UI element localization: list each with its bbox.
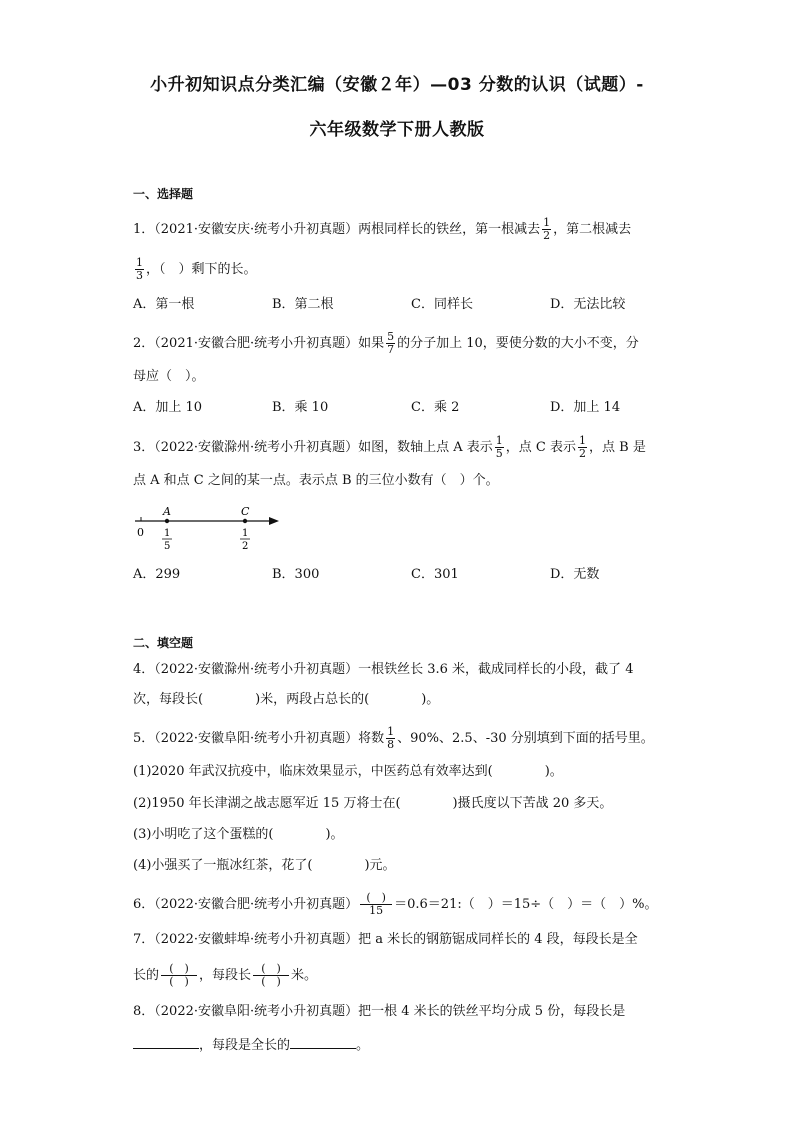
answer-blank-2[interactable]: [290, 1034, 356, 1049]
point-a: [165, 519, 169, 523]
q3-option-a[interactable]: A．299: [133, 567, 181, 582]
q1-option-d[interactable]: D．无法比较: [550, 297, 626, 312]
question-2-line-1: 2．（2021·安徽合肥·统考小升初真题）如果 $\frac{5}{7}$ 的分子加上 10，要使分数的大小不变，分: [133, 330, 639, 356]
fraction-one-third: $\frac{1}{3}$: [136, 256, 143, 282]
fraction-five-sevenths: $\frac{5}{7}$: [387, 330, 395, 356]
fraction-one-half: $\frac{1}{2}$: [543, 216, 551, 242]
section-heading-fill: 二、填空题: [133, 636, 194, 650]
answer-blank-1[interactable]: [133, 1034, 199, 1049]
question-7-line-1: 7．（2022·安徽蚌埠·统考小升初真题）把 a 米长的钢筋锯成同样长的 4 段，每段长是全: [133, 932, 638, 947]
question-4-line-2: 次，每段长( )米，两段占总长的( )。: [133, 692, 440, 707]
question-5-item-1: (1)2020 年武汉抗疫中，临床效果显示，中医药总有效率达到( )。: [133, 764, 563, 779]
point-c: [243, 519, 247, 523]
q1-option-b[interactable]: B．第二根: [272, 297, 334, 312]
question-5-item-4: (4)小强买了一瓶冰红茶，花了( )元。: [133, 858, 396, 873]
q2-option-c[interactable]: C．乘 2: [411, 400, 460, 415]
fraction-one-eighth: $\frac{1}{8}$: [387, 725, 395, 751]
label-c-num: 1: [242, 528, 249, 539]
q2-option-d[interactable]: D．加上 14: [550, 400, 621, 415]
question-3-line-2: 点 A 和点 C 之间的某一点。表示点 B 的三位小数有（ ）个。: [133, 473, 499, 488]
question-2-line-2: 母应（ ）。: [133, 369, 205, 384]
question-8-line-1: 8．（2022·安徽阜阳·统考小升初真题）把一根 4 米长的铁丝平均分成 5 份，每段长是: [133, 1004, 626, 1019]
question-1-line-2: $\frac{1}{3}$ ，（ ）剩下的长。: [136, 256, 257, 282]
page-title-line-2: 六年级数学下册人教版: [309, 120, 485, 140]
question-5-item-3: (3)小明吃了这个蛋糕的( )。: [133, 827, 344, 842]
q2-option-b[interactable]: B．乘 10: [272, 400, 329, 415]
question-1-text: 1．（2021·安徽安庆·统考小升初真题）两根同样长的铁丝，第一根减去: [133, 222, 541, 237]
label-zero: 0: [137, 526, 144, 539]
q3-option-d[interactable]: D．无数: [550, 567, 600, 582]
label-a: A: [163, 505, 171, 518]
arrow-right-icon: [269, 517, 279, 525]
q1-option-a[interactable]: A．第一根: [133, 297, 195, 312]
fraction-blank-2[interactable]: $\frac{( )}{( )}$: [253, 963, 289, 988]
question-3-line-1: 3．（2022·安徽滁州·统考小升初真题）如图，数轴上点 A 表示 $\frac{1}{5}$ ，点 C 表示 $\frac{1}{2}$ ，点 B 是: [133, 434, 646, 460]
q1-option-c[interactable]: C．同样长: [411, 297, 473, 312]
question-5-item-2: (2)1950 年长津湖之战志愿军近 15 万将士在( )摄氏度以下苦战 20 多天。: [133, 796, 613, 811]
label-a-den: 5: [164, 541, 171, 552]
fraction-one-half-c: $\frac{1}{2}$: [579, 434, 586, 460]
question-8-line-2: ，每段是全长的 。: [133, 1034, 369, 1056]
fraction-one-fifth: $\frac{1}{5}$: [495, 434, 503, 460]
question-4-line-1: 4．（2022·安徽滁州·统考小升初真题）一根铁丝长 3.6 米，截成同样长的小段，截了 4: [133, 662, 634, 677]
question-7-line-2: 长的 $\frac{( )}{( )}$ ，每段长 $\frac{( )}{( )}$ 米。: [133, 962, 318, 988]
page-title-line-1: 小升初知识点分类汇编（安徽２年）—03 分数的认识（试题）-: [150, 75, 644, 95]
fraction-blank-over-15: $\frac{( )}{15}$: [360, 892, 392, 917]
question-5-line-1: 5．（2022·安徽阜阳·统考小升初真题）将数 $\frac{1}{8}$ 、90%、2.5、-30 分别填到下面的括号里。: [133, 725, 654, 751]
question-6-line-1: 6．（2022·安徽合肥·统考小升初真题） $\frac{( )}{15}$ ＝0.6＝21:（ ）＝15÷（ ）＝（ ）%。: [133, 891, 658, 917]
question-1-line-1: 1．（2021·安徽安庆·统考小升初真题）两根同样长的铁丝，第一根减去 $\frac{1}{2}$ ，第二根减去: [133, 216, 632, 242]
q2-option-a[interactable]: A．加上 10: [133, 400, 203, 415]
label-c: C: [241, 505, 250, 518]
label-c-den: 2: [242, 541, 249, 552]
fraction-blank-1[interactable]: $\frac{( )}{( )}$: [161, 963, 197, 988]
section-heading-choice: 一、选择题: [133, 187, 194, 201]
q3-option-b[interactable]: B．300: [272, 567, 320, 582]
number-line-diagram: [133, 503, 293, 555]
q3-option-c[interactable]: C．301: [411, 567, 459, 582]
label-a-num: 1: [164, 528, 171, 539]
